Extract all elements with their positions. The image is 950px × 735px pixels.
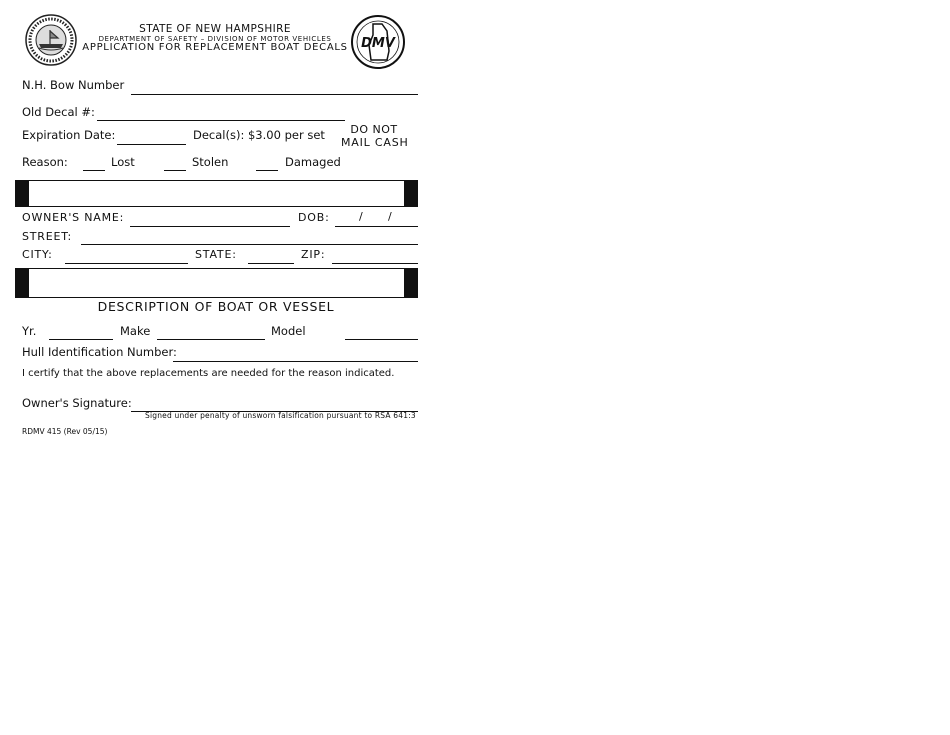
form-code: RDMV 415 (Rev 05/15) — [22, 427, 108, 436]
make-field[interactable] — [157, 325, 265, 340]
city-field[interactable] — [65, 249, 188, 264]
year-field[interactable] — [49, 325, 113, 340]
state-field[interactable] — [248, 249, 294, 264]
certification-text: I certify that the above replacements are needed for the reason indicated. — [22, 368, 395, 379]
state-label: STATE: — [195, 248, 237, 261]
dob-field[interactable] — [335, 212, 418, 227]
owner-name-field[interactable] — [130, 212, 290, 227]
zip-field[interactable] — [332, 249, 418, 264]
decal-price: Decal(s): $3.00 per set — [193, 128, 325, 142]
signature-label: Owner's Signature: — [22, 396, 132, 410]
section-divider-band — [15, 180, 418, 207]
reason-lost-label: Lost — [111, 155, 135, 169]
hull-id-field[interactable] — [173, 347, 418, 362]
street-field[interactable] — [81, 230, 418, 245]
dob-label: DOB: — [298, 211, 330, 224]
model-field[interactable] — [345, 325, 418, 340]
expiration-label: Expiration Date: — [22, 128, 116, 142]
section-divider-band — [15, 268, 418, 298]
vessel-heading: DESCRIPTION OF BOAT OR VESSEL — [97, 299, 335, 314]
form-title: APPLICATION FOR REPLACEMENT BOAT DECALS — [82, 42, 348, 53]
dob-separator-2: / — [388, 210, 393, 223]
dmv-logo-text: DMV — [361, 36, 395, 51]
old-decal-label: Old Decal #: — [22, 105, 95, 119]
state-name: STATE OF NEW HAMPSHIRE — [139, 23, 291, 35]
penalty-note: Signed under penalty of unsworn falsification pursuant to RSA 641:3 — [145, 411, 416, 420]
reason-stolen-label: Stolen — [192, 155, 229, 169]
mail-cash-text: MAIL CASH — [341, 136, 409, 149]
old-decal-field[interactable] — [97, 106, 345, 121]
department-name: DEPARTMENT OF SAFETY – DIVISION OF MOTOR VEHICLES — [98, 35, 332, 43]
make-label: Make — [120, 324, 151, 338]
zip-label: ZIP: — [301, 248, 326, 261]
reason-damaged-checkbox[interactable] — [256, 157, 278, 171]
reason-damaged-label: Damaged — [285, 155, 341, 169]
reason-lost-checkbox[interactable] — [83, 157, 105, 171]
street-label: STREET: — [22, 230, 73, 243]
expiration-field[interactable] — [117, 130, 186, 145]
hull-id-label: Hull Identification Number: — [22, 345, 177, 359]
bow-number-field[interactable] — [131, 80, 418, 95]
year-label: Yr. — [22, 324, 37, 338]
owner-name-label: OWNER'S NAME: — [22, 211, 125, 224]
do-not-text: DO NOT — [350, 123, 398, 136]
model-label: Model — [271, 324, 306, 338]
bow-number-label: N.H. Bow Number — [22, 78, 125, 92]
reason-label: Reason: — [22, 155, 68, 169]
signature-field[interactable] — [131, 397, 418, 412]
city-label: CITY: — [22, 248, 53, 261]
dob-separator-1: / — [359, 210, 364, 223]
reason-stolen-checkbox[interactable] — [164, 157, 186, 171]
